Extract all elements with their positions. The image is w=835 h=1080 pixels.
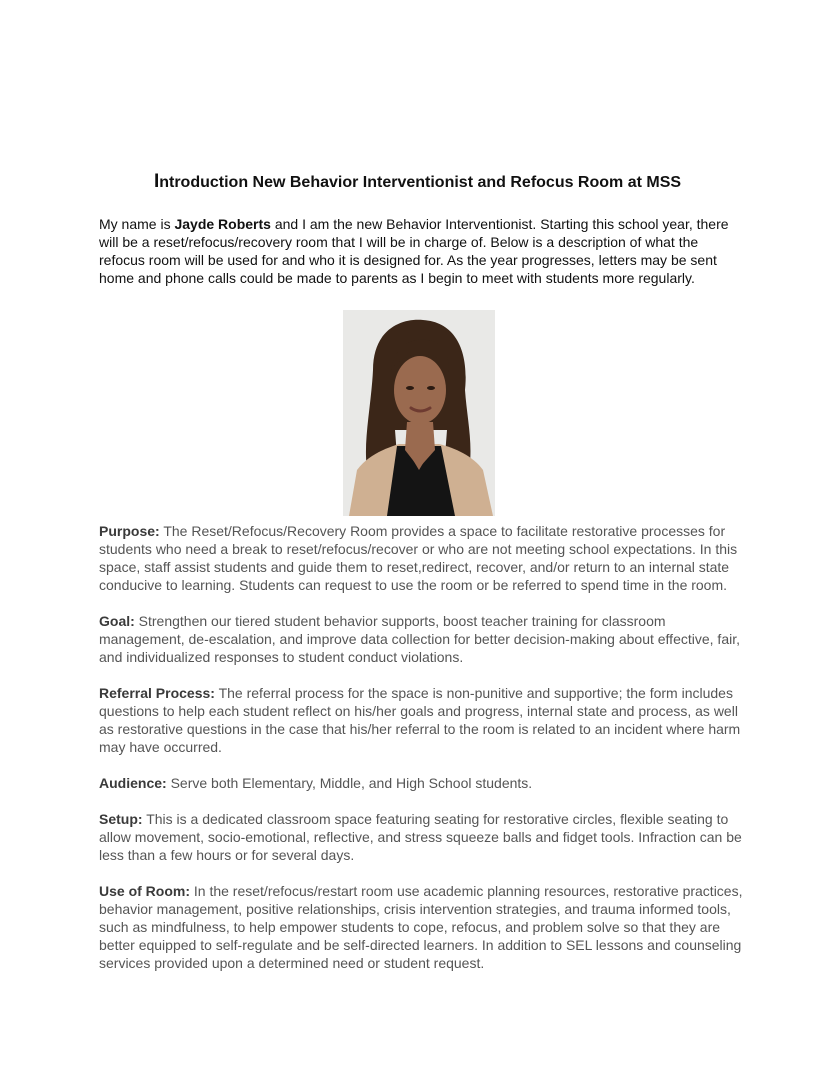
referral-text: The referral process for the space is non-punitive and supportive; the form includes questions to help each student reflect on his/her goals and progress, internal state and process, as well as restorative questions in the case that his/her referral to the room is related to an incident where harm may have occurred. — [99, 685, 741, 755]
setup-label: Setup: — [99, 811, 143, 827]
use-section — [99, 882, 744, 972]
intro-prefix: My name is — [99, 216, 175, 232]
audience-section — [99, 774, 744, 792]
purpose-text: The Reset/Refocus/Recovery Room provides a space to facilitate restorative processes for students who need a break to reset/refocus/recover or who are not meeting school expectations. In this space, staff assist students and guide them to reset,redirect, recover, and/or return to an internal state conducive to learning. Students can request to use the room or be referred to spend time in the room. — [99, 523, 738, 593]
intro-suffix: and I am the new Behavior Interventionist. Starting this school year, there will be a reset/refocus/recovery room that I will be in charge of. Below is a description of what the refocus room will be used for and who it is designed for. As the year progresses, letters may be sent home and phone calls could be made to parents as I begin to meet with students more regularly. — [99, 216, 729, 286]
portrait-photo — [343, 310, 495, 516]
purpose-label: Purpose: — [99, 523, 160, 539]
title-first-letter: I — [153, 171, 160, 192]
title-rest: ntroduction New Behavior Interventionist and Refocus Room at MSS — [159, 174, 682, 191]
use-label: Use of Room: — [99, 883, 190, 899]
goal-text: Strengthen our tiered student behavior supports, boost teacher training for classroom management, de-escalation, and improve data collection for better decision-making about effective, fair, and individualized responses to student conduct violations. — [99, 613, 740, 665]
goal-label: Goal: — [99, 613, 135, 629]
audience-label: Audience: — [99, 775, 167, 791]
description-sections — [99, 522, 744, 990]
setup-section — [99, 810, 744, 864]
portrait-photo-icon — [343, 310, 495, 516]
setup-text: This is a dedicated classroom space featuring seating for restorative circles, flexible seating to allow movement, socio-emotional, reflective, and stress squeeze balls and fidget tools. Infraction can be less than a few hours or for several days. — [99, 811, 742, 863]
audience-text: Serve both Elementary, Middle, and High School students. — [166, 775, 533, 791]
page-title — [0, 171, 835, 193]
intro-paragraph — [99, 215, 744, 287]
purpose-section — [99, 522, 744, 594]
referral-section — [99, 684, 744, 756]
intro-name: Jayde Roberts — [174, 216, 271, 232]
use-text: In the reset/refocus/restart room use academic planning resources, restorative practices, behavior management, positive relationships, crisis intervention strategies, and trauma informed tools, such as mindfulness, to help empower students to cope, refocus, and problem solve so that they are better equipped to self-regulate and be self-directed learners. In addition to SEL lessons and counseling services provided upon a determined need or student request. — [99, 883, 743, 971]
referral-label: Referral Process: — [99, 685, 215, 701]
goal-section — [99, 612, 744, 666]
